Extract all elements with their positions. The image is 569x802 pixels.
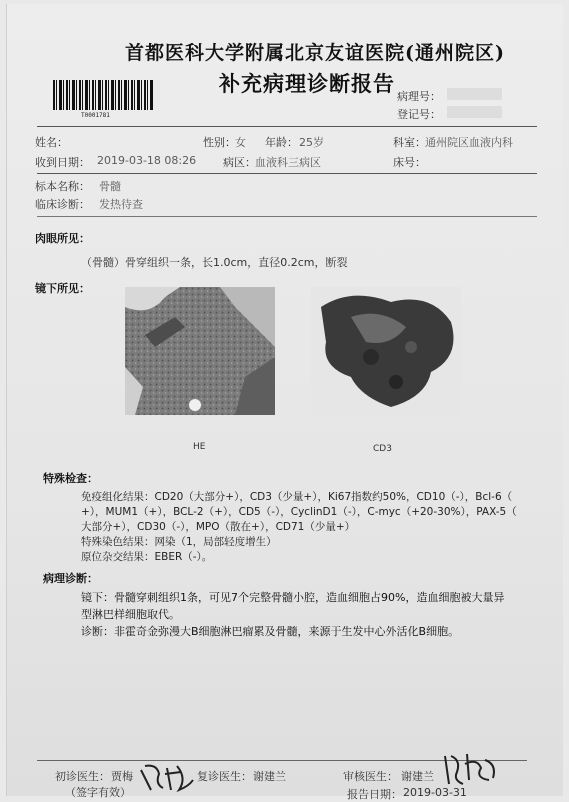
special-stain-line: 特殊染色结果：网染（1，局部轻度增生） [81,536,277,548]
report-title: 补充病理诊断报告 [219,71,395,96]
signature-valid-note: （签字有效） [65,786,131,799]
dept-value: 通州院区血液内科 [425,136,513,149]
he-stain-image [125,287,275,415]
diagnosis-line-2: 型淋巴样细胞取代。 [81,608,180,621]
cd3-stain-image [311,287,461,415]
received-date-value: 2019-03-18 08:26 [97,154,197,167]
clinical-diagnosis-label: 临床诊断： [35,198,90,211]
received-date-label: 收到日期： [35,156,90,169]
review-doctor-value: 谢建兰 [253,770,286,783]
barcode [53,80,153,110]
age-value: 25岁 [299,136,324,149]
ward-label: 病区： [223,156,256,169]
pathology-no-redacted [447,88,502,100]
bed-label: 床号： [393,156,426,169]
name-label: 姓名： [35,136,68,149]
report-page [6,4,563,801]
hospital-name: 首都医科大学附属北京友谊医院(通州院区) [125,42,505,64]
special-exam-heading: 特殊检查： [43,472,98,485]
ish-line: 原位杂交结果：EBER（-）。 [81,551,213,563]
ihc-line-1: 免疫组化结果：CD20（大部分+），CD3（少量+），Ki67指数约50%，CD10（-），Bcl-6（ [81,491,513,503]
pathology-diagnosis-heading: 病理诊断： [43,572,98,585]
divider-specimen [37,216,537,217]
gross-heading: 肉眼所见： [35,232,90,245]
cd3-caption: CD3 [373,444,392,454]
specimen-name-label: 标本名称： [35,180,90,193]
registration-no-label: 登记号： [397,108,441,121]
specimen-name-value: 骨髓 [99,180,121,193]
first-doctor-label: 初诊医生： [55,770,110,783]
audit-doctor-label: 审核医生： [343,770,398,783]
first-doctor-signature [137,760,197,800]
review-doctor-label: 复诊医生： [197,770,252,783]
dept-label: 科室： [393,136,426,149]
gross-text: （骨髓）骨穿组织一条，长1.0cm，直径0.2cm，断裂 [81,256,348,269]
divider-mid [37,173,537,174]
registration-no-redacted [447,106,502,118]
report-date-label: 报告日期： [347,788,402,801]
audit-doctor-value: 谢建兰 [401,770,434,783]
barcode-number: T0001781 [81,112,110,119]
pathology-no-label: 病理号： [397,90,441,103]
age-label: 年龄： [265,136,298,149]
ihc-line-3: 大部分+），CD30（-），MPO（散在+），CD71（少量+） [81,521,356,533]
ihc-line-2: +），MUM1（+），BCL-2（+），CD5（-），CyclinD1（-），C-myc（+20-30%），PAX-5（ [81,506,517,518]
clinical-diagnosis-value: 发热待查 [99,198,143,211]
diagnosis-line-1: 镜下：骨髓穿刺组织1条，可见7个完整骨髓小腔，造血细胞占90%，造血细胞被大量异 [81,591,505,604]
microscopy-heading: 镜下所见： [35,282,90,295]
ward-value: 血液科三病区 [255,156,321,169]
gender-value: 女 [235,136,246,149]
he-caption: HE [193,442,206,452]
report-date-value: 2019-03-31 [403,786,467,799]
divider-top [37,126,537,127]
gender-label: 性别： [203,136,236,149]
first-doctor-value: 贾梅 [111,770,133,783]
diagnosis-line-3: 诊断：非霍奇金弥漫大B细胞淋巴瘤累及骨髓，来源于生发中心外活化B细胞。 [81,625,460,638]
